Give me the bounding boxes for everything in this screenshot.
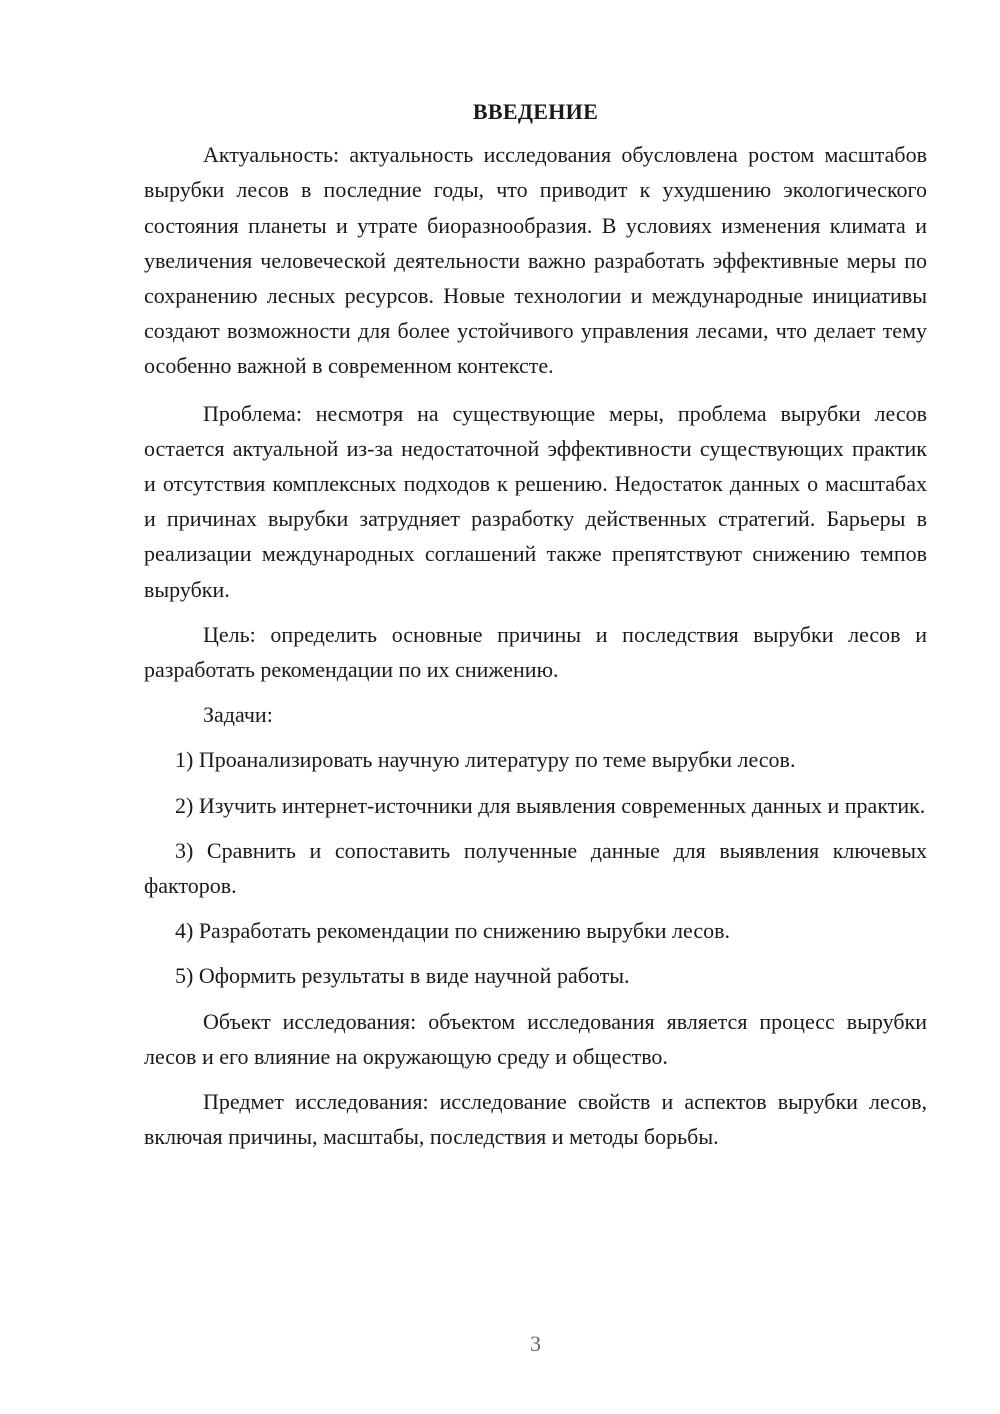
task-item-2: 2) Изучить интернет-источники для выявления современных данных и практик. (175, 792, 926, 818)
problem-paragraph: Проблема: несмотря на существующие меры, проблема вырубки лесов остается актуальной из-за недостаточной эффективности существующих практик и отсутствия комплексных подходов к решению. Недостаток данных о масштабах и причинах вырубки затрудняет разработку действенных стратегий. Барьеры в реализации международных соглашений также препятствуют снижению темпов вырубки. (144, 400, 927, 602)
task-item-5: 5) Оформить результаты в виде научной работы. (175, 963, 630, 989)
task-item-4: 4) Разработать рекомендации по снижению вырубки лесов. (175, 918, 730, 944)
relevance-paragraph: Актуальность: актуальность исследования обусловлена ростом масштабов вырубки лесов в последние годы, что приводит к ухудшению экологического состояния планеты и утрате биоразнообразия. В условиях изменения климата и увеличения человеческой деятельности важно разработать эффективные меры по сохранению лесных ресурсов. Новые технологии и международные инициативы создают возможности для более устойчивого управления лесами, что делает тему особенно важной в современном контексте. (144, 142, 927, 379)
goal-paragraph: Цель: определить основные причины и последствия вырубки лесов и разработать рекомендации по их снижению. (144, 621, 927, 683)
object-paragraph: Объект исследования: объектом исследования является процесс вырубки лесов и его влияние на окружающую среду и общество. (144, 1008, 927, 1069)
page-content (144, 94, 927, 1164)
subject-paragraph: Предмет исследования: исследование свойств и аспектов вырубки лесов, включая причины, масштабы, последствия и методы борьбы. (144, 1089, 927, 1150)
tasks-label: Задачи: (203, 702, 273, 728)
section-heading: ВВЕДЕНИЕ (472, 99, 599, 124)
task-item-1: 1) Проанализировать научную литературу по теме вырубки лесов. (175, 747, 796, 773)
page-number: 3 (530, 1331, 541, 1356)
task-item-3: 3) Сравнить и сопоставить полученные данные для выявления ключевых факторов. (144, 837, 927, 899)
